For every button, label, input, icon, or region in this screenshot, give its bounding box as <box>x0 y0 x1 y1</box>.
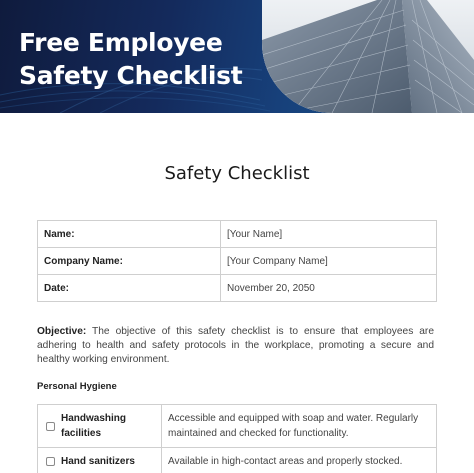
table-row <box>38 448 437 473</box>
info-table <box>37 220 437 302</box>
info-label: Date: <box>38 275 221 302</box>
checklist-table <box>37 404 437 473</box>
checkbox[interactable] <box>46 422 55 431</box>
section-title: Personal Hygiene <box>37 381 117 392</box>
checklist-item-description: Available in high-contact areas and properly stocked. <box>162 448 437 473</box>
header-banner <box>0 0 474 113</box>
table-row <box>38 221 437 248</box>
skyscraper-image <box>262 0 474 113</box>
objective-text: The objective of this safety checklist is to ensure that employees are adhering to health and safety protocols in the workplace, promoting a secure and healthy working environment. <box>37 326 434 365</box>
checkbox[interactable] <box>46 457 55 466</box>
info-value[interactable]: [Your Name] <box>221 221 437 248</box>
checklist-item-description: Accessible and equipped with soap and water. Regularly maintained and checked for functionality. <box>162 405 437 448</box>
banner-title: Free Employee Safety Checklist <box>19 28 243 90</box>
objective-label: Objective: <box>37 326 87 337</box>
checklist-item-label: Hand sanitizers <box>61 456 135 467</box>
info-value[interactable]: November 20, 2050 <box>221 275 437 302</box>
objective-paragraph <box>37 325 434 367</box>
checklist-item-label: Handwashing facilities <box>61 413 127 439</box>
info-value[interactable]: [Your Company Name] <box>221 248 437 275</box>
info-label: Name: <box>38 221 221 248</box>
table-row <box>38 275 437 302</box>
table-row <box>38 405 437 448</box>
table-row <box>38 248 437 275</box>
document-title: Safety Checklist <box>164 163 310 184</box>
checklist-item-cell <box>38 405 162 448</box>
building-photo <box>262 0 474 113</box>
checklist-item-cell <box>38 448 162 473</box>
info-label: Company Name: <box>38 248 221 275</box>
